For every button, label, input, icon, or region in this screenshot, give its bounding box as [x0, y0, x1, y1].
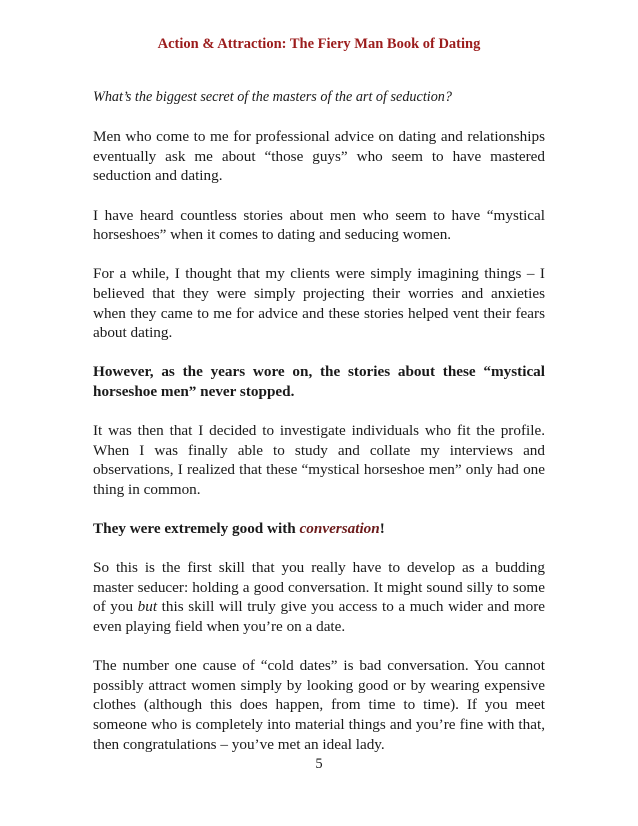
page-number: 5 [315, 756, 323, 772]
paragraph-2: I have heard countless stories about men who seem to have “mystical horseshoes” when it comes to dating and seducing women. [93, 206, 545, 244]
p6-text-after: ! [379, 520, 385, 538]
p6-text-before: They were extremely good with [93, 520, 300, 538]
paragraph-6-bold [93, 519, 545, 539]
p7-text-a: So this is the first skill that you really have to develop as a budding master seducer: holding a good conversation. It might sound silly to some of you [93, 559, 545, 616]
question-line: What’s the biggest secret of the masters of the art of seduction? [93, 89, 452, 105]
paragraph-8: The number one cause of “cold dates” is bad conversation. You cannot possibly attract women simply by looking good or by wearing expensive clothes (although this does happen, from time to time). If you meet someone who is completely into material things and you’re fine with that, then congratulations – you’ve met an ideal lady. [93, 657, 545, 753]
p7-emphasis: but [137, 598, 158, 616]
paragraph-1: Men who come to me for professional advice on dating and relationships eventually ask me about “those guys” who seem to have mastered seduction and dating. [93, 128, 545, 185]
running-header: Action & Attraction: The Fiery Man Book of Dating [157, 36, 481, 52]
paragraph-7 [93, 558, 545, 636]
paragraph-5: It was then that I decided to investigate individuals who fit the profile. When I was finally able to study and collate my interviews and observations, I realized that these “mystical horseshoe men” only had one thing in common. [93, 422, 545, 498]
p6-emphasis: conversation [299, 520, 380, 538]
paragraph-3: For a while, I thought that my clients were simply imagining things – I believed that they were simply projecting their worries and anxieties when they came to me for advice and these stories helped vent their fears about dating. [93, 265, 545, 342]
body-text [93, 88, 545, 774]
p7-text-b: this skill will truly give you access to a much wider and more even playing field when you’re on a date. [93, 598, 546, 636]
paragraph-4-bold: However, as the years wore on, the stories about these “mystical horseshoe men” never stopped. [93, 363, 545, 400]
